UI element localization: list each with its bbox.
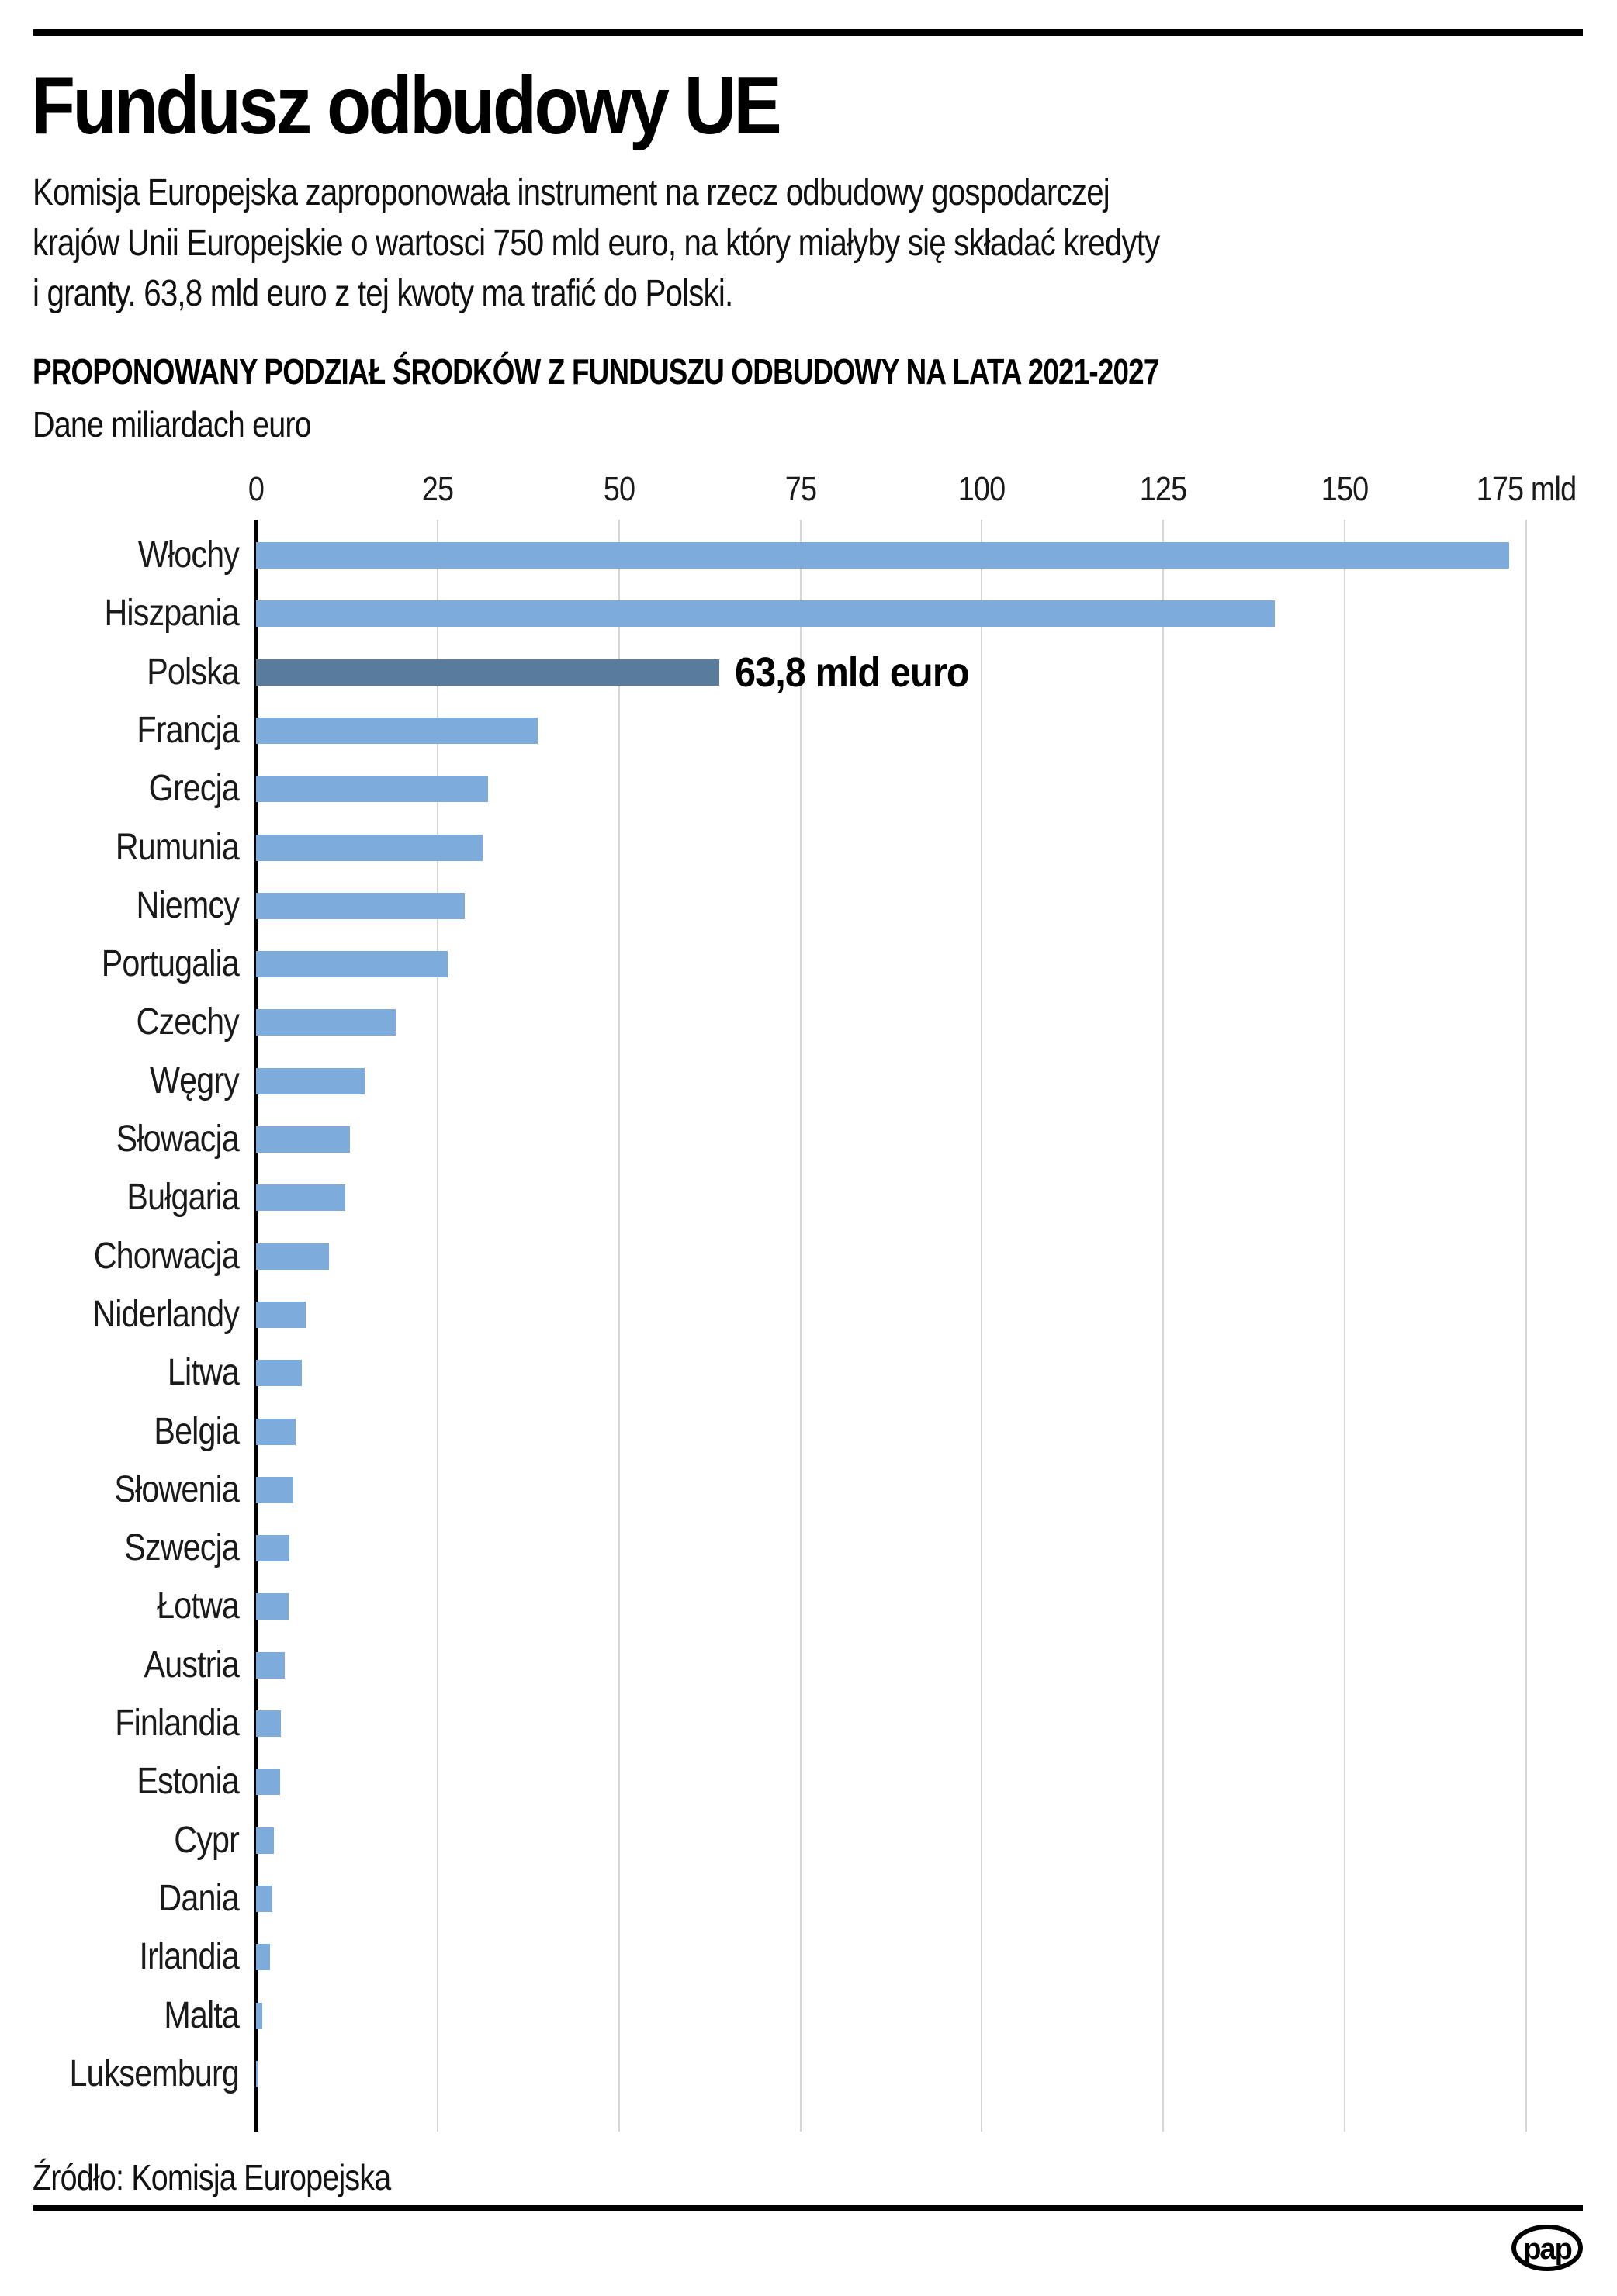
country-label: Luksemburg — [69, 2052, 239, 2094]
bar-francja — [256, 718, 538, 744]
country-label: Irlandia — [139, 1936, 239, 1978]
country-label: Francja — [137, 709, 239, 751]
bar-niemcy — [256, 893, 465, 919]
bar-łotwa — [256, 1593, 289, 1620]
country-label: Niderlandy — [92, 1293, 239, 1335]
x-axis-tick: 175 mld — [1476, 470, 1577, 508]
bar-irlandia — [256, 1944, 270, 1970]
country-label: Austria — [144, 1644, 239, 1686]
intro-line: krajów Unii Europejskie o wartosci 750 mld euro, na który miałyby się składać kredyty — [33, 223, 1160, 264]
chart-title: PROPONOWANY PODZIAŁ ŚRODKÓW Z FUNDUSZU ODBUDOWY NA LATA 2021-2027 — [33, 351, 1159, 392]
country-label: Bułgaria — [126, 1177, 239, 1219]
intro-line: i granty. 63,8 mld euro z tej kwoty ma trafić do Polski. — [33, 273, 733, 314]
bar-grecja — [256, 776, 488, 802]
x-axis-tick: 150 — [1321, 470, 1369, 508]
bar-słowacja — [256, 1126, 350, 1153]
country-label: Niemcy — [136, 884, 239, 926]
bar-finlandia — [256, 1710, 281, 1737]
source-note: Źródło: Komisja Europejska — [33, 2157, 391, 2197]
bar-luksemburg — [256, 2061, 258, 2087]
polska-value-annotation: 63,8 mld euro — [734, 648, 969, 696]
gridline — [981, 520, 982, 2132]
country-label: Estonia — [137, 1761, 239, 1803]
gridline — [1344, 520, 1345, 2132]
country-label: Polska — [147, 651, 239, 693]
country-label: Rumunia — [115, 826, 239, 868]
x-axis-tick: 100 — [958, 470, 1006, 508]
bar-bułgaria — [256, 1184, 345, 1211]
page-title: Fundusz odbudowy UE — [31, 60, 780, 151]
country-label: Łotwa — [157, 1585, 239, 1627]
x-axis-tick: 50 — [603, 470, 635, 508]
bar-portugalia — [256, 951, 448, 977]
country-label: Słowenia — [114, 1468, 239, 1510]
country-label: Grecja — [148, 768, 239, 810]
country-label: Cypr — [174, 1819, 239, 1861]
country-label: Czechy — [136, 1001, 239, 1043]
pap-logo-text: pap — [1523, 2233, 1571, 2266]
bar-estonia — [256, 1769, 280, 1795]
gridline — [1525, 520, 1527, 2132]
country-label: Chorwacja — [93, 1235, 239, 1277]
bar-węgry — [256, 1068, 365, 1094]
country-label: Portugalia — [101, 943, 239, 985]
bar-cypr — [256, 1827, 274, 1854]
bottom-divider — [33, 2205, 1583, 2211]
bar-niderlandy — [256, 1302, 306, 1328]
bar-austria — [256, 1652, 285, 1679]
bar-rumunia — [256, 835, 483, 861]
bar-polska — [256, 659, 719, 686]
bar-włochy — [256, 542, 1509, 569]
pap-logo — [1510, 2223, 1584, 2273]
country-label: Finlandia — [115, 1703, 239, 1744]
gridline — [1162, 520, 1164, 2132]
x-axis-tick: 0 — [248, 470, 265, 508]
bar-dania — [256, 1886, 272, 1912]
x-axis-tick: 25 — [421, 470, 454, 508]
bar-litwa — [256, 1360, 302, 1386]
bar-belgia — [256, 1419, 296, 1445]
x-axis-tick: 125 — [1139, 470, 1187, 508]
gridline — [437, 520, 438, 2132]
bar-chorwacja — [256, 1243, 329, 1270]
country-label: Węgry — [150, 1060, 239, 1101]
country-label: Słowacja — [116, 1119, 239, 1160]
country-label: Szwecja — [124, 1527, 239, 1569]
x-axis-tick: 75 — [784, 470, 816, 508]
chart-units-label: Dane miliardach euro — [33, 404, 311, 444]
country-label: Belgia — [154, 1410, 239, 1452]
gridline — [800, 520, 802, 2132]
country-label: Hiszpania — [104, 593, 239, 635]
intro-line: Komisja Europejska zaproponowała instrument na rzecz odbudowy gospodarczej — [33, 172, 1110, 213]
gridline — [618, 520, 620, 2132]
bar-malta — [256, 2003, 262, 2029]
country-label: Dania — [158, 1877, 239, 1919]
bar-słowenia — [256, 1477, 293, 1503]
bar-czechy — [256, 1009, 396, 1036]
country-label: Litwa — [167, 1352, 239, 1394]
bar-szwecja — [256, 1535, 289, 1561]
country-label: Włochy — [137, 534, 239, 576]
bar-hiszpania — [256, 600, 1275, 627]
country-label: Malta — [164, 1994, 239, 2036]
